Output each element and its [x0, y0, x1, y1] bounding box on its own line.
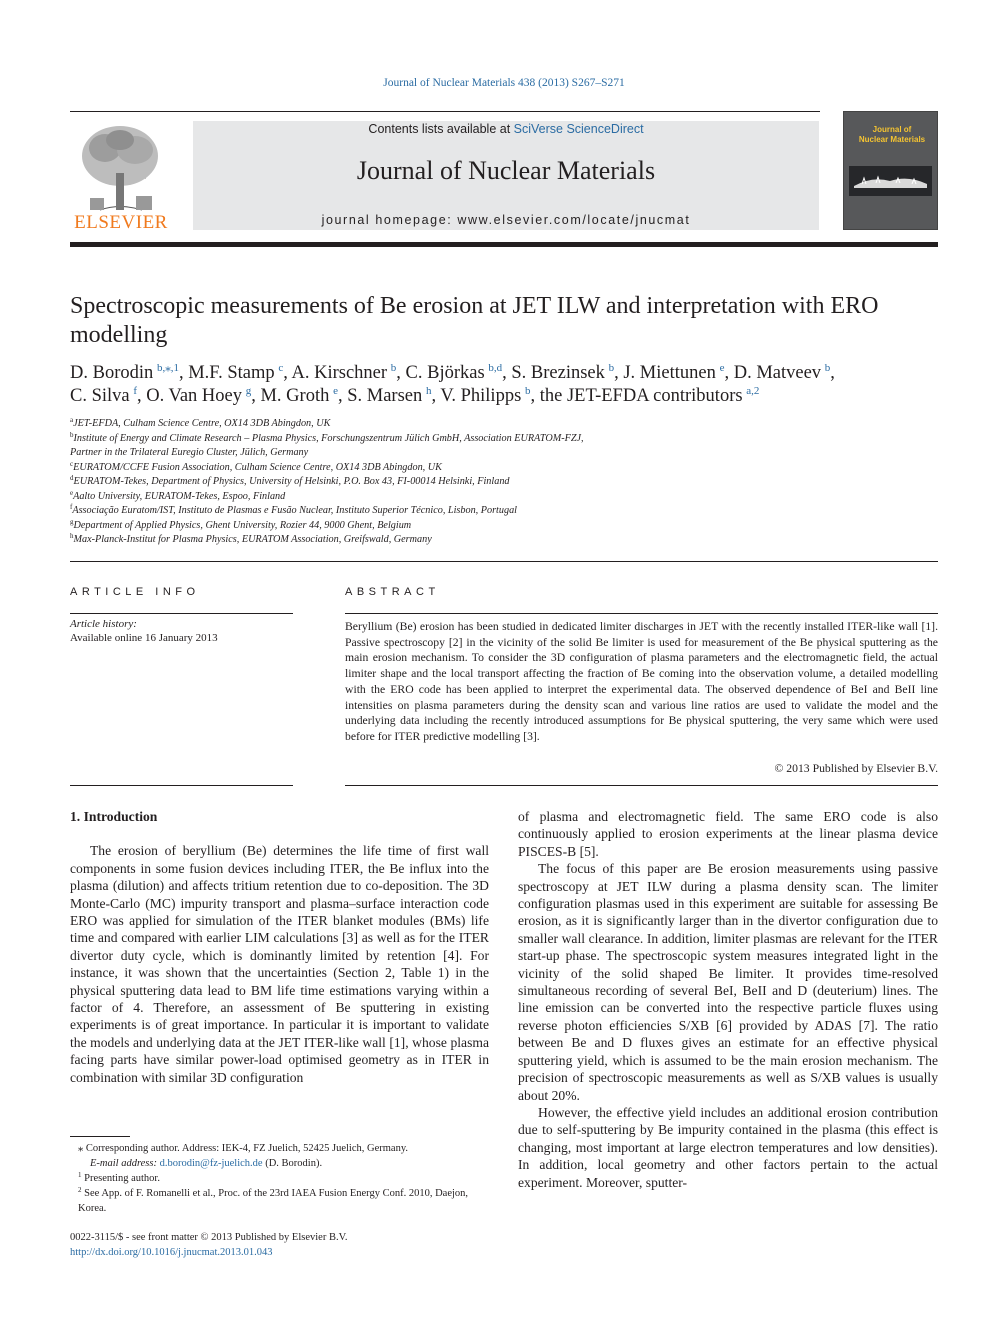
abstract-text: Beryllium (Be) erosion has been studied in dedicated limiter discharges in JET with the recently installed ITER-like wall [1]. Passive spectroscopy [2] in the vicinity of the solid Be limiter is used for measurement of the Be physical sputtering as the main erosion mechanism. To consider the 3D configuration of plasma parameters and the electromagnetic field, the actual limiter shape and the local transport affecting the fraction of Be coming into the observation volume, a detailed modelling with the ERO code has been applied to interpret the experimental data. The observed dependence of BeI and BeII line intensities on plasma parameters during the density scan and various line ratios are used to validate the model and the underlying data including the recently introduced assumptions for Be physical sputtering, the very same which were used before for ITER predictive modelling [3]. [345, 620, 938, 743]
affiliation-key: h [70, 532, 74, 540]
author-affiliation-marker[interactable]: f [133, 385, 138, 397]
author [291, 363, 405, 383]
author-separator: , [337, 386, 348, 406]
affiliation [70, 504, 938, 519]
affiliations-rule [70, 561, 938, 562]
author-name: O. Van Hoey [146, 386, 243, 406]
corresponding-text: Corresponding author. Address: IEK-4, FZ Juelich, 52425 Juelich, Germany. [85, 1143, 409, 1154]
author-affiliation-marker[interactable]: e [333, 385, 338, 397]
paragraph: The erosion of beryllium (Be) determines the life time of first wall components in some fusion devices including ITER, the Be influx into the plasma (dilution) and affects tritium retention due to co-deposition. The 3D Monte-Carlo (MC) impurity transport and plasma–surface interaction code ERO was applied for simulation of the ITER blanket modules (BMs) life time and compared with earlier LIM calculations [3] as well as for the ITER divertor duty cycle, which is dominantly limited by retention [4]. For instance, it was shown that the uncertainties (Section 2, Table 1) in the physical sputtering data lead to BM life time estimations varying within a factor of 4. Therefore, an assessment of Be sputtering in existing experiments is of great importance. In particular it is important to validate the models and underlying data at the JET ITER-like wall [1], whose plasma facing parts have similar power-load optimised geometry as in ITER in combination with similar 3D configuration [70, 843, 489, 1085]
affiliation [70, 533, 938, 548]
homepage-prefix: journal homepage: [321, 213, 458, 227]
author-name: A. Kirschner [291, 363, 388, 383]
footnote-1-text: Presenting author. [84, 1173, 160, 1184]
affiliation-text: JET-EFDA, Culham Science Centre, OX14 3DB Abingdon, UK [73, 418, 331, 429]
header-rule-top [70, 111, 820, 112]
affiliation-text: Institute of Energy and Climate Research – Plasma Physics, Forschungszentrum Jülich GmbH, Association EURATOM-FZJ, [73, 432, 584, 444]
cover-title [852, 125, 932, 145]
affiliation [70, 432, 938, 447]
affiliation-text: Aalto University, EURATOM-Tekes, Espoo, Finland [73, 490, 286, 502]
affiliation-text: Max-Planck-Institut for Plasma Physics, EURATOM Association, Greifswald, Germany [73, 534, 432, 545]
abstract-copyright: © 2013 Published by Elsevier B.V. [774, 762, 938, 775]
email-link[interactable]: d.borodin@fz-juelich.de [159, 1158, 263, 1169]
body-column-left [70, 808, 489, 1086]
email-suffix: (D. Borodin). [265, 1158, 323, 1169]
author-name: C. Silva [70, 386, 130, 406]
article-info-rule-bottom [70, 785, 293, 786]
author [146, 386, 260, 406]
author [406, 363, 512, 383]
author-separator: , [396, 363, 406, 383]
affiliation [70, 417, 938, 432]
author-affiliation-marker[interactable]: b [824, 362, 831, 374]
footnote-rule [70, 1136, 130, 1137]
journal-homepage [193, 213, 819, 227]
author-separator: , [431, 386, 441, 406]
affiliation-text: Associação Euratom/IST, Instituto de Plasmas e Fusão Nuclear, Instituto Superior Técnico, Lisbon, Portugal [72, 505, 517, 516]
author [188, 363, 291, 383]
article-history-label: Article history: [70, 618, 137, 630]
journal-citation[interactable]: Journal of Nuclear Materials 438 (2013) S267–S271 [383, 77, 625, 89]
abstract-heading: ABSTRACT [345, 586, 440, 598]
author-separator: , [283, 363, 292, 383]
footnote-corresponding [70, 1141, 489, 1156]
author-affiliation-marker[interactable]: b,⁎,1 [156, 362, 179, 374]
author-affiliation-marker[interactable]: b [525, 385, 531, 397]
affiliation-text: Department of Applied Physics, Ghent University, Rozier 44, 9000 Ghent, Belgium [73, 519, 412, 531]
footnote-2-text: See App. of F. Romanelli et al., Proc. of the 23rd IAEA Fusion Energy Conf. 2010, Daejon, Korea. [78, 1188, 469, 1214]
author-separator: , [724, 363, 734, 383]
affiliation-key: a [70, 416, 74, 424]
author-name: D. Borodin [70, 363, 154, 383]
article-history-date: Available online 16 January 2013 [70, 632, 218, 644]
author [511, 363, 623, 383]
author [540, 386, 760, 406]
author-name: C. Björkas [405, 363, 485, 383]
header-rule-thick [70, 242, 938, 247]
author-affiliation-marker[interactable]: c [278, 362, 284, 374]
affiliation-key: c [70, 459, 74, 468]
author-name: M. Groth [260, 386, 330, 406]
issn-line: 0022-3115/$ - see front matter © 2013 Published by Elsevier B.V. [70, 1232, 348, 1243]
cover-title-line1: Journal of [872, 125, 912, 134]
affiliation-key: e [70, 488, 74, 497]
author [70, 363, 188, 383]
author [260, 386, 347, 406]
author-affiliation-marker[interactable]: h [425, 385, 432, 397]
affiliation [70, 461, 938, 476]
elsevier-wordmark: ELSEVIER [74, 212, 168, 233]
affiliation-key: d [70, 474, 74, 482]
affiliation-text: EURATOM-Tekes, Department of Physics, University of Helsinki, P.O. Box 43, FI-00014 Helsinki, Finland [73, 476, 510, 487]
cover-image [852, 172, 929, 190]
author [70, 386, 146, 406]
abstract-rule [345, 613, 938, 614]
footnote-email [70, 1156, 489, 1171]
author-separator: , [178, 363, 189, 383]
front-matter [70, 1230, 570, 1260]
contents-line [193, 122, 819, 136]
email-label: E-mail address: [90, 1158, 157, 1169]
affiliation [70, 446, 938, 461]
footnote-marker: 2 [78, 1186, 82, 1194]
author-name: S. Marsen [347, 386, 423, 406]
author-affiliation-marker[interactable]: b,d [488, 362, 503, 374]
author-separator: , [530, 386, 540, 406]
affiliation-text: Partner in the Trilateral Euregio Cluster, Jülich, Germany [70, 447, 309, 458]
article-info-rule [70, 613, 293, 614]
footnote-marker: 1 [78, 1171, 82, 1179]
sciencedirect-link[interactable]: SciVerse ScienceDirect [513, 122, 644, 136]
affiliation-text: EURATOM/CCFE Fusion Association, Culham Science Centre, OX14 3DB Abingdon, UK [73, 461, 442, 473]
contents-prefix: Contents lists available at [368, 122, 514, 136]
author [347, 386, 440, 406]
author-separator: , [502, 363, 512, 383]
article-title: Spectroscopic measurements of Be erosion at JET ILW and interpretation with ERO modelling [70, 293, 879, 348]
section-heading-introduction: 1. Introduction [70, 809, 158, 824]
author-name: the JET-EFDA contributors [539, 386, 743, 406]
author [440, 386, 539, 406]
author-name: M.F. Stamp [188, 363, 275, 383]
affiliation [70, 490, 938, 505]
paragraph: The focus of this paper are Be erosion measurements using passive spectroscopy at JET ILW during a plasma density scan. The limiter configuration plasmas used in this experiment are suitable for assessing Be erosion, as it is significantly larger than in the divertor configuration due to smaller wall clearance. In addition, limiter plasmas are relevant for the ITER start-up phase. The spectroscopic system measures integrated light in the vicinity of the solid shaped Be limiter. It provides time-resolved simultaneous recording of several BeI, BeII and D (deuterium) lines. The line emission can be converted into the respective particle fluxes using reverse photon efficiencies S/XB [6] provided by ADAS [7]. The ratio between Be and D fluxes gives an estimate for an effective physical sputtering yield, which is assumed to be the main erosion mechanism. The precision of spectroscopic measurements as well as S/XB values is usually about 20%. [518, 861, 938, 1103]
author [623, 363, 733, 383]
footnotes [70, 1141, 489, 1216]
cover-title-line2: Nuclear Materials [858, 135, 926, 144]
body-column-right [518, 808, 938, 1191]
affiliation [70, 475, 938, 490]
author-name: D. Matveev [733, 363, 822, 383]
affiliation-key: g [70, 517, 74, 526]
author-separator: , [251, 386, 261, 406]
author-separator: , [614, 363, 624, 383]
author-affiliation-marker[interactable]: e [719, 362, 725, 374]
author-name: V. Philipps [440, 386, 522, 406]
author-affiliation-marker[interactable]: b [608, 362, 615, 374]
paragraph: However, the effective yield includes an additional erosion contribution due to self-sputtering by Be impurity contained in the plasma (this effect is changing, most important at large electron temperatures and low densities). In addition, local geometry and other factors pertain to the actual experiment. Moreover, sputter- [518, 1104, 938, 1190]
author-list [70, 362, 938, 408]
affiliation-key: f [70, 503, 73, 511]
author-name: S. Brezinsek [511, 363, 605, 383]
affiliation [70, 519, 938, 534]
affiliation-key: b [70, 430, 74, 439]
homepage-link[interactable]: www.elsevier.com/locate/jnucmat [457, 213, 691, 227]
footnote-1 [70, 1171, 489, 1186]
footnote-2 [70, 1186, 489, 1216]
footnote-star-marker: ⁎ [78, 1143, 86, 1154]
article-info-heading: ARTICLE INFO [70, 586, 200, 598]
author [734, 363, 835, 383]
affiliations [70, 417, 938, 548]
paragraph: of plasma and electromagnetic field. The same ERO code is also continuously applied to erosion experiments at the linear plasma device PISCES-B [5]. [518, 809, 938, 859]
doi-link[interactable]: http://dx.doi.org/10.1016/j.jnucmat.2013.01.043 [70, 1247, 273, 1258]
author-separator: , [830, 363, 835, 383]
author-affiliation-marker[interactable]: g [245, 385, 252, 397]
journal-title: Journal of Nuclear Materials [356, 156, 656, 185]
author-affiliation-marker[interactable]: b [390, 362, 397, 374]
abstract-rule-bottom [345, 785, 938, 786]
author-separator: , [137, 386, 147, 406]
author-affiliation-marker[interactable]: a,2 [746, 385, 760, 397]
author-name: J. Miettunen [623, 363, 716, 383]
